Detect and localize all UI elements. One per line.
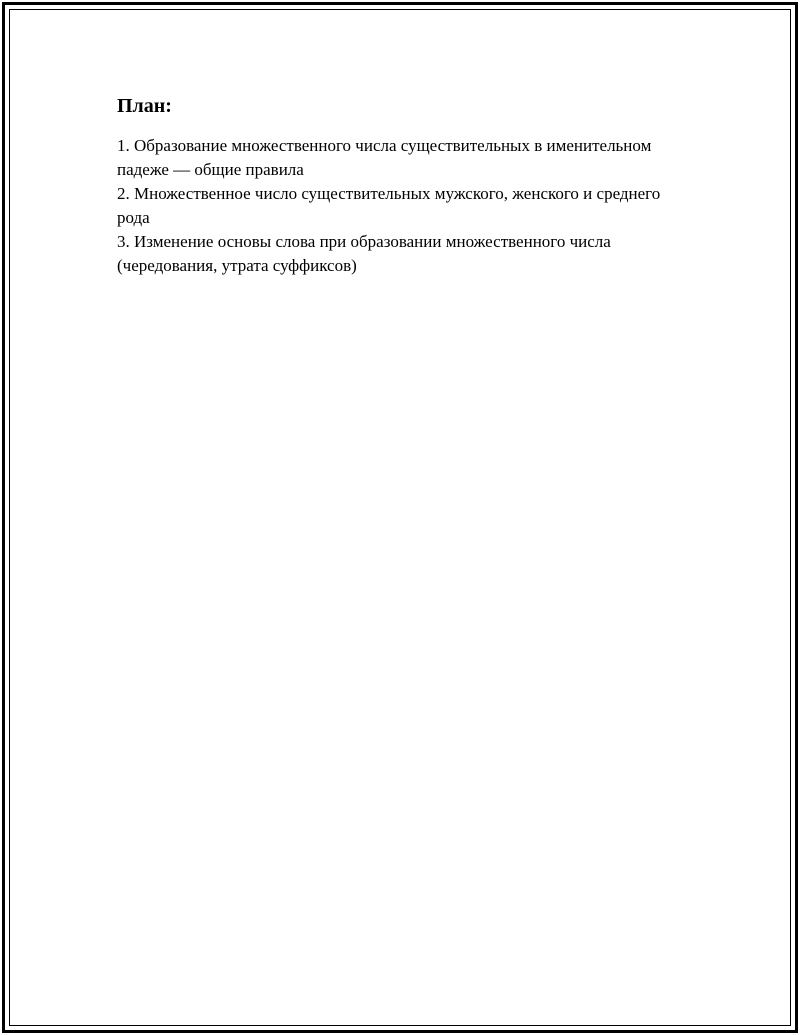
plan-item-3: 3. Изменение основы слова при образовании множественного числа (чередования, утрата суффиксов) bbox=[117, 232, 611, 275]
page-content bbox=[117, 92, 677, 278]
plan-heading: План: bbox=[117, 95, 172, 117]
plan-item-1: 1. Образование множественного числа существительных в именительном падеже — общие правила bbox=[117, 136, 652, 179]
plan-list bbox=[117, 134, 677, 278]
plan-item-2: 2. Множественное число существительных мужского, женского и среднего рода bbox=[117, 184, 661, 227]
